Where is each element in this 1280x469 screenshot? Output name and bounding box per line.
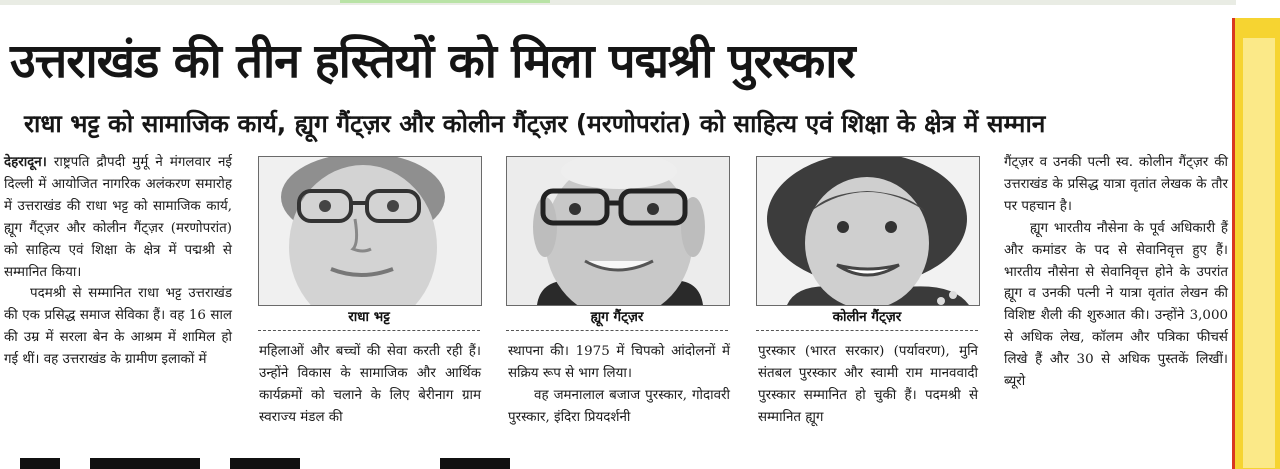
article-column-2 bbox=[259, 341, 481, 429]
photo-colleen-gantzer bbox=[756, 156, 980, 306]
next-headline-glyph-4 bbox=[440, 458, 510, 469]
caption-photo-3: कोलीन गैंट्ज़र bbox=[832, 309, 902, 325]
portrait-colleen-gantzer bbox=[757, 157, 979, 305]
column-4-paragraph-1: गैंट्ज़र व उनकी पत्नी स्व. कोलीन गैंट्ज़र की उत्तराखंड के प्रसिद्ध यात्रा वृतांत लेखक के तौर पर पहचान है। bbox=[1004, 155, 1228, 214]
dateline: देहरादून। bbox=[4, 154, 47, 170]
byline: ब्यूरो bbox=[1004, 374, 1026, 390]
article-column-4 bbox=[1004, 152, 1228, 393]
divider-1 bbox=[258, 330, 480, 331]
article-paragraph-1-text: राष्ट्रपति द्रौपदी मुर्मू ने मंगलवार नई दिल्ली में आयोजित नागरिक अलंकरण समारोह में उत्तराखंड की राधा भट्ट को सामाजिक कार्य, ह्यूग गैंट्ज़र और कोलीन गैंट्ज़र (मरणोपरांत) को साहित्य एवं शिक्षा के क्षेत्र में पद्मश्री से सम्मानित किया। bbox=[4, 155, 232, 280]
divider-2 bbox=[506, 330, 728, 331]
adjacent-column-edge bbox=[1232, 18, 1280, 469]
top-strip-accent bbox=[340, 0, 550, 3]
article-paragraph-2: पदमश्री से सम्मानित राधा भट्ट उत्तराखंड की एक प्रसिद्ध समाज सेविका हैं। वह 16 साल की उम्र में सरला बेन के आश्रम में शामिल हो गई थीं। वह उत्तराखंड के ग्रामीण इलाकों में bbox=[4, 286, 232, 368]
photo-hugh-gantzer bbox=[506, 156, 730, 306]
photo-radha-bhatt bbox=[258, 156, 482, 306]
article-column-1 bbox=[4, 152, 232, 371]
article-column-3b bbox=[758, 341, 978, 429]
caption-photo-2: ह्यूग गैंट्ज़र bbox=[590, 309, 644, 325]
top-strip bbox=[0, 0, 1236, 5]
subheadline: राधा भट्ट को सामाजिक कार्य, ह्यूग गैंट्ज़र और कोलीन गैंट्ज़र (मरणोपरांत) को साहित्य एवं शिक्षा के क्षेत्र में सम्मान bbox=[24, 109, 1046, 138]
portrait-radha-bhatt bbox=[259, 157, 481, 305]
next-headline-glyph-2 bbox=[90, 458, 200, 469]
divider-3 bbox=[756, 330, 978, 331]
next-headline-fragment bbox=[20, 448, 540, 469]
caption-photo-1: राधा भट्ट bbox=[348, 309, 390, 325]
column-3-paragraph-1: स्थापना की। 1975 में चिपको आंदोलनों में सक्रिय रूप से भाग लिया। bbox=[508, 344, 730, 381]
column-3-paragraph-2: वह जमनालाल बजाज पुरस्कार, गोदावरी पुरस्कार, इंदिरा प्रियदर्शनी bbox=[508, 388, 730, 425]
column-2-text: महिलाओं और बच्चों की सेवा करती रही हैं। उन्होंने विकास के सामाजिक और आर्थिक कार्यक्रमों को चलाने के लिए बेरीनाग ग्राम स्वराज्य मंडल की bbox=[259, 344, 481, 425]
column-3b-text: पुरस्कार (भारत सरकार) (पर्यावरण), मुनि संतबल पुरस्कार और स्वामी राम मानववादी पुरस्कार सम्मानित हो चुकी हैं। पदमश्री से सम्मानित ह्यूग bbox=[758, 344, 978, 425]
column-4-paragraph-2-text: ह्यूग भारतीय नौसेना के पूर्व अधिकारी हैं और कमांडर के पद से सेवानिवृत्त हुए हैं। भारतीय नौसेना से सेवानिवृत्त होने के उपरांत ह्यूग व उनकी पत्नी ने यात्रा वृतांत लेखन की विशिष्ट शैली की शुरुआत की। उन्होंने 3,000 से अधिक लेख, कॉलम और पत्रिका फीचर्स लिखे हैं और 30 से अधिक पुस्तकें लिखीं। bbox=[1004, 220, 1228, 368]
next-headline-glyph-1 bbox=[20, 458, 60, 469]
column-4-paragraph-2 bbox=[1004, 218, 1228, 393]
adjacent-column-inner bbox=[1243, 38, 1275, 468]
article-column-3 bbox=[508, 341, 730, 429]
next-headline-glyph-3 bbox=[230, 458, 300, 469]
article-paragraph-1 bbox=[4, 152, 232, 283]
portrait-hugh-gantzer bbox=[507, 157, 729, 305]
headline: उत्तराखंड की तीन हस्तियों को मिला पद्मश्री पुरस्कार bbox=[10, 34, 855, 89]
